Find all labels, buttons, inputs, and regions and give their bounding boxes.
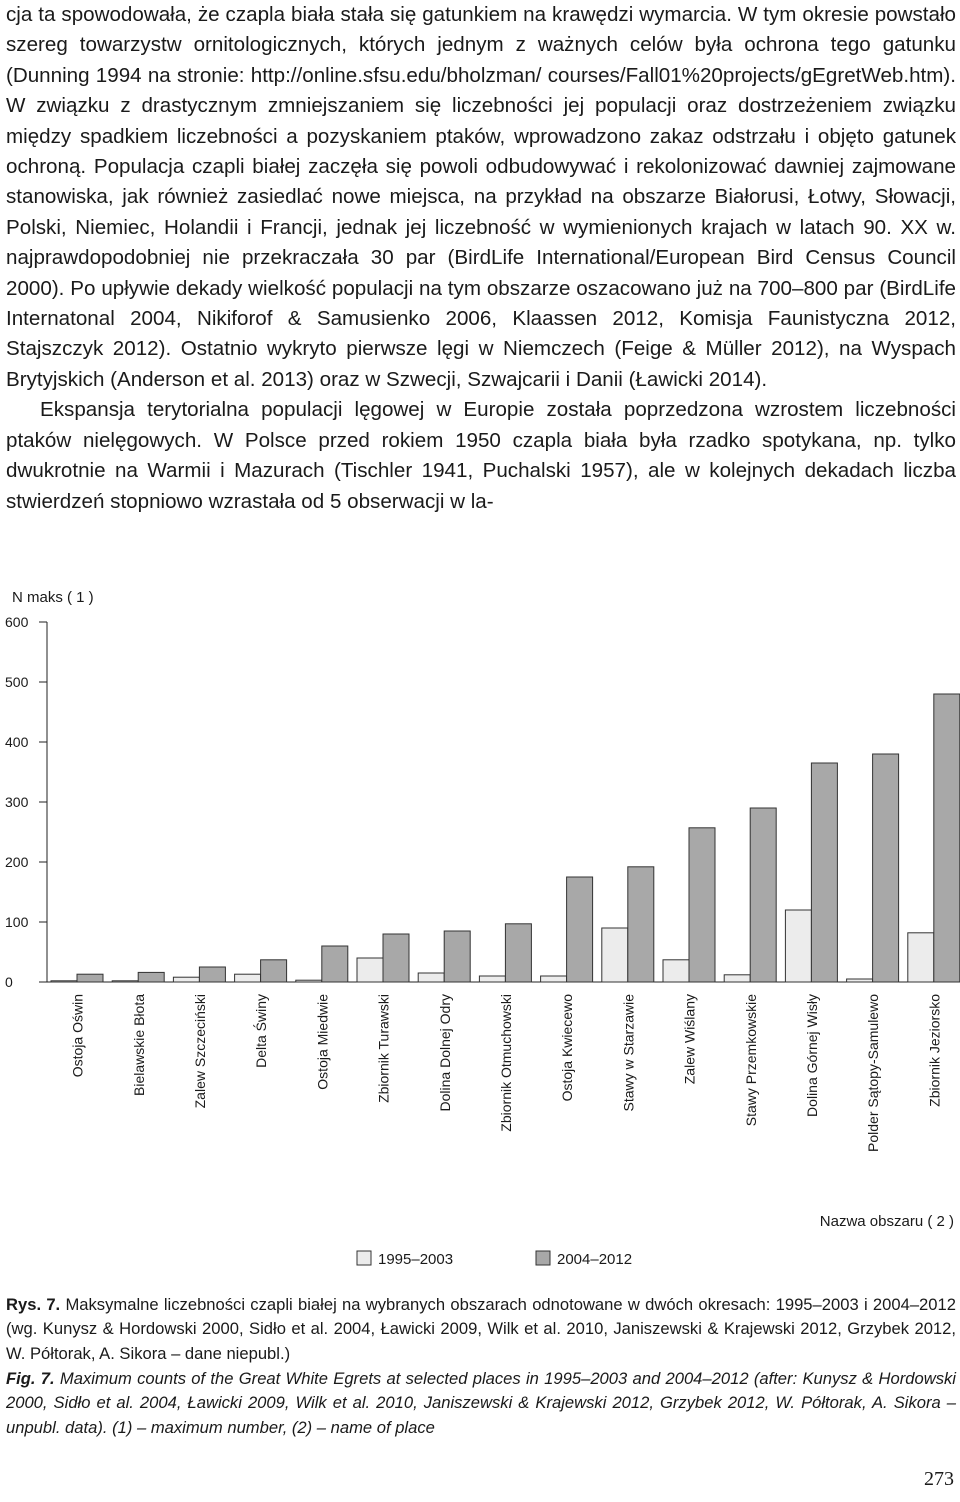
y-tick-label: 500 — [5, 674, 29, 690]
bar-2004-2012 — [444, 931, 470, 982]
bar-1995-2003 — [663, 960, 689, 982]
y-tick-label: 200 — [5, 854, 29, 870]
bar-2004-2012 — [567, 877, 593, 982]
bar-2004-2012 — [628, 867, 654, 982]
bar-2004-2012 — [811, 763, 837, 982]
bar-1995-2003 — [235, 974, 261, 982]
bar-2004-2012 — [261, 960, 287, 982]
bar-1995-2003 — [541, 976, 567, 982]
caption-polish-text: Maksymalne liczebności czapli białej na wybranych obszarach odnotowane w dwóch okresach: 1995–2003 i 2004–2012 (wg. Kunysz & Hordowski 2000, Sidło et al. 2004, Ławicki 2009, Wilk et al. 2010, Janiszewski & Krajewski 2012, Grzybek 2012, W. Półtorak, A. Sikora – dane niepubl.) — [6, 1295, 956, 1363]
legend-swatch — [357, 1251, 371, 1265]
x-tick-label: Stawy w Starzawie — [620, 994, 637, 1112]
legend — [357, 1251, 632, 1268]
y-ticks — [5, 614, 47, 990]
x-tick-label: Zbiornik Otmuchowski — [498, 994, 514, 1132]
legend-label: 2004–2012 — [557, 1251, 633, 1268]
y-tick-label: 600 — [5, 614, 29, 630]
bar-1995-2003 — [908, 933, 934, 982]
bar-1995-2003 — [296, 980, 322, 982]
bar-1995-2003 — [785, 910, 811, 982]
bar-1995-2003 — [173, 977, 199, 982]
y-axis-label: N maks ( 1 ) — [12, 589, 94, 606]
y-tick-label: 0 — [5, 974, 13, 990]
caption-polish — [6, 1293, 956, 1366]
bar-1995-2003 — [479, 976, 505, 982]
caption-english — [6, 1367, 956, 1440]
bar-2004-2012 — [322, 946, 348, 982]
bar-2004-2012 — [199, 967, 225, 982]
x-tick-label: Ostoja Oświn — [69, 994, 86, 1078]
bar-2004-2012 — [873, 754, 899, 982]
bar-2004-2012 — [505, 924, 531, 982]
x-tick-label: Ostoja Miedwie — [314, 994, 331, 1090]
x-tick-label: Ostoja Kwiecewo — [559, 994, 576, 1102]
bar-2004-2012 — [77, 974, 103, 982]
bar-1995-2003 — [847, 979, 873, 982]
x-tick-label: Stawy Przemkowskie — [742, 994, 759, 1127]
bar-2004-2012 — [138, 972, 164, 982]
bar-1995-2003 — [418, 973, 444, 982]
x-tick-label: Dolina Dolnej Odry — [436, 994, 453, 1112]
paragraph-2: Ekspansja terytorialna populacji lęgowej w Europie została poprzedzona wzrostem liczebności ptaków nielęgowych. W Polsce przed rokiem 1950 czapla biała była rzadko spotykana, np. tylko dwukrotnie na Warmii i Mazurach (Tischler 1941, Puchalski 1957), ale w kolejnych dekadach liczba stwierdzeń stopniowo wzrastała od 5 obserwacji w la- — [6, 398, 956, 513]
legend-swatch — [536, 1251, 550, 1265]
x-tick-label: Dolina Górnej Wisły — [804, 994, 820, 1117]
bar-1995-2003 — [357, 958, 383, 982]
x-tick-label: Zalew Szczeciński — [192, 994, 208, 1109]
bar-2004-2012 — [750, 808, 776, 982]
bar-1995-2003 — [724, 975, 750, 982]
x-tick-label: Zbiornik Turawski — [375, 994, 392, 1103]
bar-2004-2012 — [689, 828, 715, 982]
bar-1995-2003 — [112, 981, 138, 982]
x-axis-label: Nazwa obszaru ( 2 ) — [819, 1213, 954, 1230]
caption-english-text: Maximum counts of the Great White Egrets at selected places in 1995–2003 and 2004–2012 (after: Kunysz & Hordowski 2000, Sidło et al. 2004, Ławicki 2009, Wilk et al. 2010, Janiszewski & Krajewski 2012, Grzybek 2012, W. Półtorak, A. Sikora – unpubl. data). (1) – maximum number, (2) – name of place — [6, 1369, 956, 1437]
paragraph-1: cja ta spowodowała, że czapla biała stała się gatunkiem na krawędzi wymarcia. W tym okresie powstało szereg towarzystw ornitologicznych, których jednym z ważnych celów była ochrona tego gatunku (Dunning 1994 na stronie: http://online.sfsu.edu/bholzman/ courses/Fall01%20projects/gEgretWeb.htm). W związku z drastycznym zmniejszaniem się liczebności jej populacji oraz dostrzeżeniem związku między spadkiem liczebności a pozyskaniem ptaków, wprowadzono zakaz odstrzału i objęto gatunek ochroną. Populacja czapli białej zaczęła się powoli odbudowywać i rekolonizować dawniej zajmowane stanowiska, jak również zasiedlać nowe miejsca, na przykład na obszarze Białorusi, Łotwy, Słowacji, Polski, Niemiec, Holandii i Francji, jednak jej liczebność w wymienionych krajach w latach 90. XX w. najprawdopodobniej nie przekraczała 30 par (BirdLife International/European Bird Census Council 2000). Po upływie dekady wielkość populacji na tym obszarze oszacowano już na 700–800 par (BirdLife Internatonal 2004, Nikiforof & Samusienko 2006, Klaassen 2012, Komisja Faunistyczna 2012, Stajszczyk 2012). Ostatnio wykryto pierwsze lęgi w Niemczech (Feige & Müller 2012), na Wyspach Brytyjskich (Anderson et al. 2013) oraz w Szwecji, Szwajcarii i Danii (Ławicki 2014). — [6, 3, 956, 391]
caption-english-label: Fig. 7. — [6, 1369, 55, 1388]
caption-polish-label: Rys. 7. — [6, 1295, 61, 1314]
body-text — [6, 0, 956, 517]
x-tick-labels — [70, 994, 943, 1152]
bar-2004-2012 — [383, 934, 409, 982]
bar-1995-2003 — [602, 928, 628, 982]
x-tick-label: Bielawskie Błota — [130, 994, 147, 1096]
bars — [51, 694, 960, 982]
bar-1995-2003 — [51, 981, 77, 982]
x-tick-label: Delta Świny — [253, 994, 270, 1068]
bar-chart — [0, 580, 960, 1280]
page-number: 273 — [924, 1468, 954, 1490]
legend-label: 1995–2003 — [378, 1251, 454, 1268]
x-tick-label: Zbiornik Jeziorsko — [926, 994, 943, 1107]
bar-2004-2012 — [934, 694, 960, 982]
y-tick-label: 100 — [5, 914, 29, 930]
y-tick-label: 400 — [5, 734, 29, 750]
y-tick-label: 300 — [5, 794, 29, 810]
x-tick-label: Polder Sątopy-Samulewo — [865, 994, 882, 1152]
x-tick-label: Zalew Wiślany — [681, 994, 698, 1085]
